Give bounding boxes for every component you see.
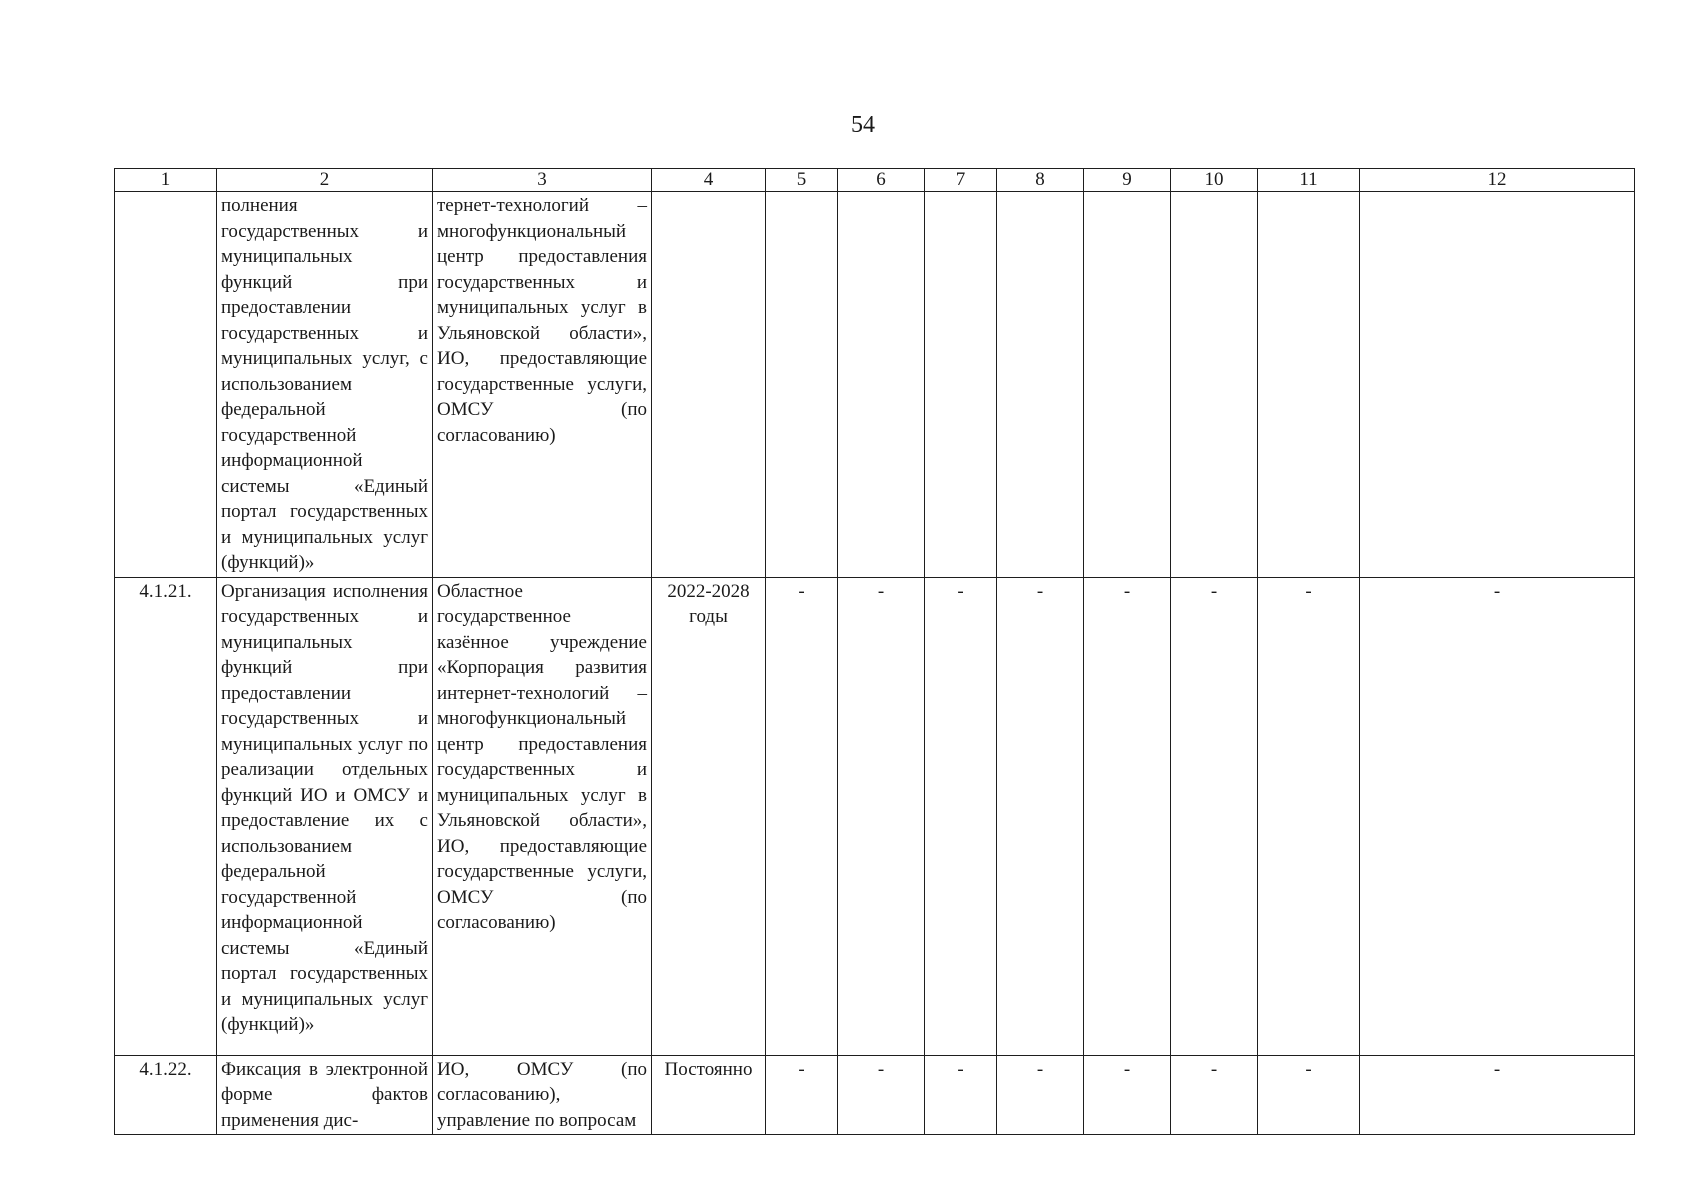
column-header: 4 [652,169,766,192]
measure-text: Организация исполнения государственных и муниципальных функций при предоставлении государственных и муниципальных услуг по реализации отдельных функций ИО и ОМСУ и предоставление их с использованием федеральной государственной информационной системы «Единый портал государственных и муниципальных услуг (функций)» [217,577,433,1055]
executor-text: ИО, ОМСУ (по согласованию), управление по вопросам [433,1055,652,1135]
item-number: 4.1.21. [115,577,217,1055]
item-number [115,192,217,578]
executor-text: Областное государственное казённое учреждение «Корпорация развития интернет-технологий – многофункциональный центр предоставления государственных и муниципальных услуг в Ульяновской области», ИО, предоставляющие государственные услуги, ОМСУ (по согласованию) [433,577,652,1055]
table-row [115,1055,1635,1135]
column-header: 11 [1258,169,1360,192]
column-number-header-row [115,169,1635,192]
period-text: Постоянно [652,1055,766,1135]
column-header: 9 [1084,169,1171,192]
measures-table [114,168,1635,1135]
value-cell [1360,192,1635,578]
column-header: 3 [433,169,652,192]
value-cell: - [925,1055,997,1135]
value-cell: - [1360,1055,1635,1135]
value-cell: - [997,1055,1084,1135]
period-text: 2022-2028 годы [652,577,766,1055]
value-cell: - [1258,577,1360,1055]
column-header: 2 [217,169,433,192]
period-text [652,192,766,578]
value-cell: - [1171,577,1258,1055]
value-cell [1171,192,1258,578]
value-cell [925,192,997,578]
value-cell: - [1084,577,1171,1055]
value-cell: - [766,1055,838,1135]
column-header: 8 [997,169,1084,192]
value-cell [766,192,838,578]
column-header: 6 [838,169,925,192]
measure-text: полнения государственных и муниципальных функций при предоставлении государственных и муниципальных услуг, с использованием федеральной государственной информационной системы «Единый портал государственных и муниципальных услуг (функций)» [217,192,433,578]
column-header: 7 [925,169,997,192]
value-cell [997,192,1084,578]
value-cell [838,192,925,578]
value-cell: - [1258,1055,1360,1135]
page-number: 54 [851,112,875,138]
value-cell: - [1084,1055,1171,1135]
value-cell [1258,192,1360,578]
table-row [115,192,1635,578]
column-header: 1 [115,169,217,192]
value-cell: - [1171,1055,1258,1135]
table-row [115,577,1635,1055]
value-cell: - [838,1055,925,1135]
value-cell: - [1360,577,1635,1055]
measure-text: Фиксация в электронной форме фактов применения дис- [217,1055,433,1135]
value-cell: - [997,577,1084,1055]
item-number: 4.1.22. [115,1055,217,1135]
column-header: 5 [766,169,838,192]
column-header: 10 [1171,169,1258,192]
value-cell [1084,192,1171,578]
value-cell: - [766,577,838,1055]
executor-text: тернет-технологий – многофункциональный центр предоставления государственных и муниципальных услуг в Ульяновской области», ИО, предоставляющие государственные услуги, ОМСУ (по согласованию) [433,192,652,578]
value-cell: - [925,577,997,1055]
value-cell: - [838,577,925,1055]
column-header: 12 [1360,169,1635,192]
